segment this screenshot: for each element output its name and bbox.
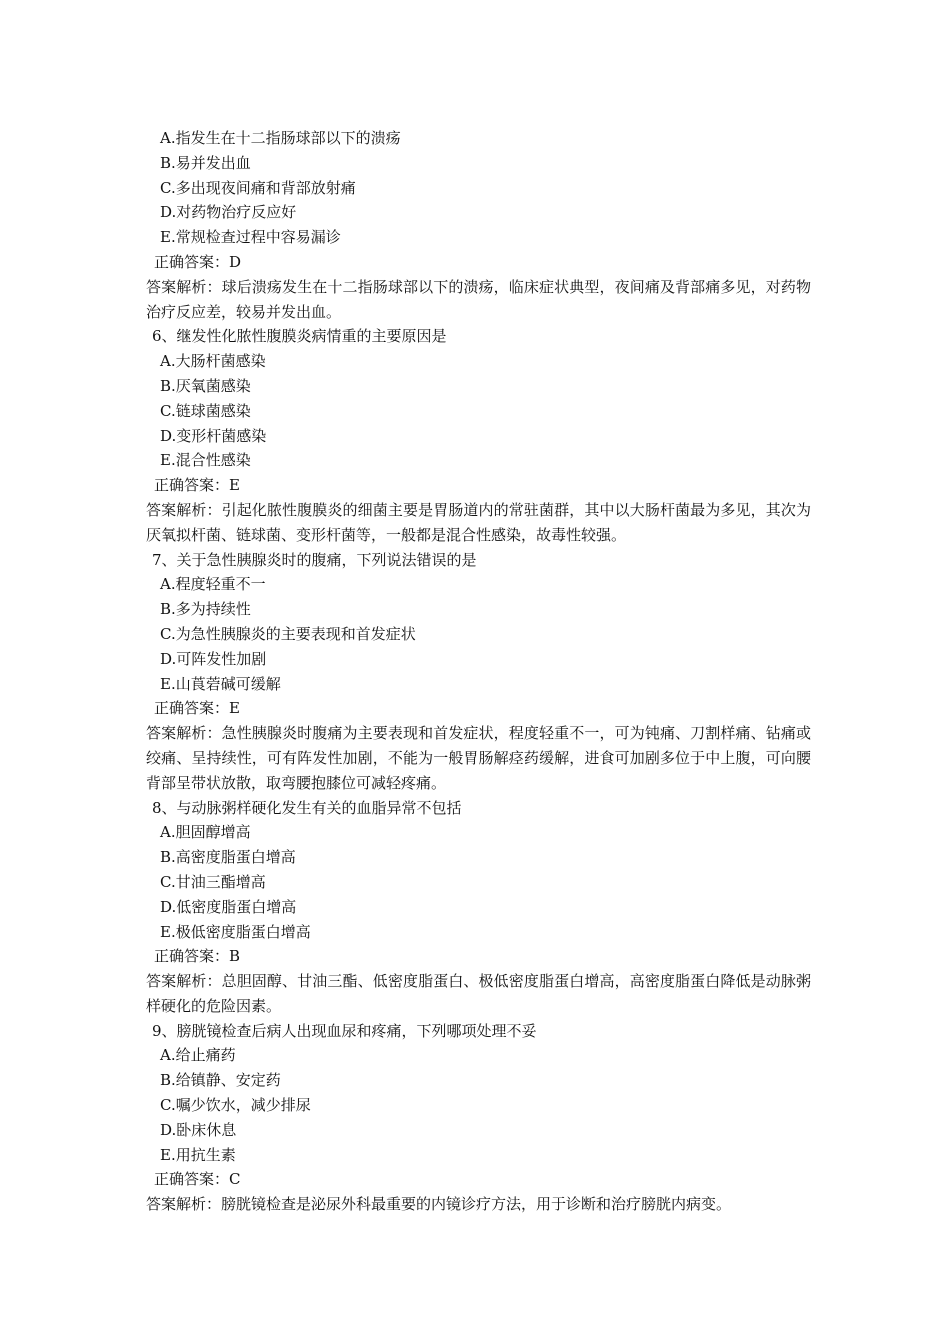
option-b: B.给镇静、安定药	[160, 1071, 281, 1090]
question-text: 8、与动脉粥样硬化发生有关的血脂异常不包括	[152, 798, 462, 817]
correct-answer: 正确答案：C	[154, 1170, 241, 1189]
option-d: D.可阵发性加剧	[160, 649, 267, 668]
page-content	[146, 126, 811, 1217]
option-a: A.程度轻重不一	[160, 575, 266, 594]
correct-answer: 正确答案：B	[154, 947, 241, 966]
question-block-8	[146, 796, 811, 1019]
option-b: B.厌氧菌感染	[160, 376, 251, 395]
correct-answer: 正确答案：E	[154, 476, 240, 495]
option-d: D.对药物治疗反应好	[160, 203, 297, 222]
question-text: 9、膀胱镜检查后病人出现血尿和疼痛，下列哪项处理不妥	[152, 1021, 537, 1040]
correct-answer: 正确答案：D	[154, 252, 242, 271]
question-block-5	[146, 126, 811, 324]
option-c: C.为急性胰腺炎的主要表现和首发症状	[160, 624, 416, 643]
option-c: C.甘油三酯增高	[160, 872, 266, 891]
correct-answer: 正确答案：E	[154, 699, 240, 718]
answer-explanation: 答案解析：引起化脓性腹膜炎的细菌主要是胃肠道内的常驻菌群，其中以大肠杆菌最为多见，其次为厌氧拟杆菌、链球菌、变形杆菌等，一般都是混合性感染，故毒性较强。	[146, 500, 811, 544]
option-e: E.用抗生素	[160, 1145, 236, 1164]
option-b: B.高密度脂蛋白增高	[160, 848, 296, 867]
question-text: 7、关于急性胰腺炎时的腹痛，下列说法错误的是	[152, 550, 477, 569]
option-e: E.常规检查过程中容易漏诊	[160, 228, 341, 247]
question-block-7	[146, 548, 811, 796]
answer-explanation: 答案解析：急性胰腺炎时腹痛为主要表现和首发症状，程度轻重不一，可为钝痛、刀割样痛、钻痛或绞痛、呈持续性，可有阵发性加剧，不能为一般胃肠解痉药缓解，进食可加剧多位于中上腹，可向腰背部呈带状放散，取弯腰抱膝位可减轻疼痛。	[146, 724, 811, 792]
option-c: C.多出现夜间痛和背部放射痛	[160, 178, 356, 197]
option-c: C.嘱少饮水，减少排尿	[160, 1096, 311, 1115]
option-c: C.链球菌感染	[160, 401, 251, 420]
option-a: A.大肠杆菌感染	[160, 352, 266, 371]
option-d: D.低密度脂蛋白增高	[160, 897, 297, 916]
option-e: E.极低密度脂蛋白增高	[160, 922, 311, 941]
option-a: A.指发生在十二指肠球部以下的溃疡	[160, 129, 401, 147]
option-e: E.山莨菪碱可缓解	[160, 674, 281, 693]
option-a: A.胆固醇增高	[160, 823, 251, 842]
answer-explanation: 答案解析：总胆固醇、甘油三酯、低密度脂蛋白、极低密度脂蛋白增高，高密度脂蛋白降低是动脉粥样硬化的危险因素。	[146, 972, 811, 1015]
answer-explanation: 答案解析：球后溃疡发生在十二指肠球部以下的溃疡，临床症状典型，夜间痛及背部痛多见，对药物治疗反应差，较易并发出血。	[146, 277, 811, 321]
option-b: B.易并发出血	[160, 153, 251, 172]
option-a: A.给止痛药	[160, 1046, 236, 1065]
option-b: B.多为持续性	[160, 600, 251, 619]
question-block-9	[146, 1019, 811, 1217]
option-d: D.卧床休息	[160, 1120, 237, 1139]
option-e: E.混合性感染	[160, 451, 251, 470]
question-block-6	[146, 324, 811, 547]
question-text: 6、继发性化脓性腹膜炎病情重的主要原因是	[152, 327, 447, 346]
option-d: D.变形杆菌感染	[160, 426, 267, 445]
answer-explanation: 答案解析：膀胱镜检查是泌尿外科最重要的内镜诊疗方法，用于诊断和治疗膀胱内病变。	[146, 1195, 732, 1214]
